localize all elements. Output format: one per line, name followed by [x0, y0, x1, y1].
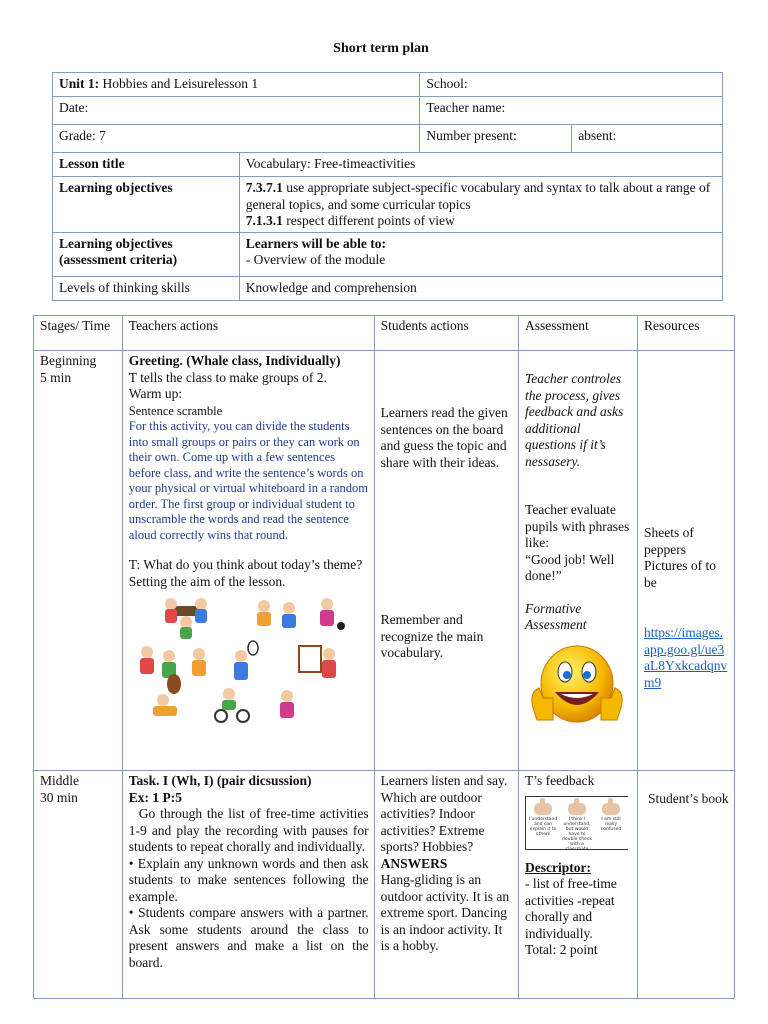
feedback-thumbs-side: I think I understand, but would have to double check with a classmate	[562, 803, 592, 852]
assessment-beginning	[519, 351, 638, 771]
assess-teacher-controls: Teacher controles the process, gives feedback and asks additional questions if it’s nessasery.	[525, 371, 624, 469]
thumbs-down-icon	[602, 803, 620, 815]
lesson-plan-table	[33, 315, 735, 999]
feedback-thumbs-up: I understand and can explain it to others	[528, 803, 558, 837]
criteria-value: Learners will be able to: - Overview of the module	[239, 232, 722, 276]
feedback-card	[525, 796, 628, 850]
lesson-title-value: Vocabulary: Free-timeactivities	[239, 153, 722, 177]
answers-text: Hang-gliding is an outdoor activity. It is an extreme sport. Dancing is an indoor activity. It is a hobby.	[380, 872, 510, 953]
header-assessment: Assessment	[519, 316, 638, 351]
descriptor-text: - list of free-time activities -repeat chorally and individually.	[525, 876, 617, 941]
students-remember: Remember and recognize the main vocabulary.	[380, 612, 484, 660]
unit-cell: Unit 1: Hobbies and Leisurelesson 1	[53, 73, 420, 97]
header-students: Students actions	[374, 316, 518, 351]
grade-cell: Grade: 7	[53, 125, 420, 153]
feedback-thumbs-down: I am still really confused	[596, 803, 626, 832]
header-resources: Resources	[637, 316, 734, 351]
school-cell: School:	[420, 73, 723, 97]
assess-phrase: “Good job! Well done!”	[525, 551, 615, 583]
greeting: Greeting. (Whale class, Individually)	[128, 353, 341, 368]
task-step-2: • Explain any unknown words and then ask students to make sentences following the example.	[128, 855, 369, 904]
resources-beginning	[637, 351, 734, 771]
children-hobbies-icon	[129, 596, 355, 724]
date-cell: Date:	[53, 97, 420, 125]
students-listen: Learners listen and say. Which are outdoor activities? Indoor activities? Extreme sports? Hobbies?	[380, 773, 508, 854]
activity-description: For this activity, you can divide the students into small groups or pairs or they can work on their own. Come up with a few sentences before class, and write the sentence’s words on your physical or virtual whiteboard in a random order. The first group or individual student to unscramble the words and read the sentence aloud correctly wins that round.	[128, 419, 368, 542]
stage-middle: Middle 30 min	[34, 771, 123, 999]
number-present-cell: Number present:	[420, 125, 572, 153]
warm-up: Warm up:	[128, 386, 183, 401]
thinking-value: Knowledge and comprehension	[239, 276, 722, 300]
absent-cell: absent:	[572, 125, 723, 153]
thumbs-up-icon	[534, 803, 552, 815]
assess-evaluate: Teacher evaluate pupils with phrases like:	[525, 502, 630, 550]
header-teachers: Teachers actions	[122, 316, 374, 351]
assessment-middle	[519, 771, 638, 999]
resource-sheets: Sheets of peppers	[643, 525, 694, 557]
student-actions-middle	[374, 771, 518, 999]
task-step-3: • Students compare answers with a partner. Ask some students around the class to present answers and make a list on the board.	[128, 905, 369, 970]
total-points: Total: 2 point	[525, 942, 598, 957]
resource-students-book: Student’s book	[647, 791, 729, 806]
header-stages: Stages/ Time	[34, 316, 123, 351]
stage-beginning: Beginning 5 min	[34, 351, 123, 771]
descriptor-label: Descriptor:	[525, 859, 591, 875]
task-step-1: Go through the list of free-time activities 1-9 and play the recording with pauses for students to repeat chorally and individually.	[128, 806, 369, 854]
task-title: Task. I (Wh, I) (pair dicsussion)	[128, 773, 312, 788]
exercise-ref: Ex: 1 P:5	[128, 789, 183, 805]
aim: Setting the aim of the lesson.	[128, 573, 286, 589]
teacher-actions-middle	[122, 771, 374, 999]
t-tells: T tells the class to make groups of 2.	[128, 369, 327, 385]
question: T: What do you think about today’s theme?	[128, 557, 363, 572]
sentence-scramble: Sentence scramble	[128, 403, 223, 418]
thumbs-side-icon	[568, 803, 586, 815]
teacher-name-cell: Teacher name:	[420, 97, 723, 125]
answers-label: ANSWERS	[380, 855, 448, 871]
teacher-actions-beginning	[122, 351, 374, 771]
resource-pictures: Pictures of to be	[643, 558, 716, 590]
resources-middle	[637, 771, 734, 999]
thinking-label: Levels of thinking skills	[53, 276, 240, 300]
lesson-header-table	[52, 72, 723, 301]
student-actions-beginning	[374, 351, 518, 771]
students-read: Learners read the given sentences on the board and guess the topic and share with their ideas.	[380, 405, 508, 470]
lesson-title-label: Lesson title	[53, 153, 240, 177]
criteria-label: Learning objectives (assessment criteria)	[53, 232, 240, 276]
t-feedback: T’s feedback	[525, 773, 595, 788]
objectives-label: Learning objectives	[53, 177, 240, 233]
resource-link[interactable]: https://images.app.goo.gl/ue3aL8Yxkcadqnvm9	[643, 625, 728, 690]
assess-formative: Formative Assessment	[525, 600, 587, 632]
smiley-thumbs-up-icon	[525, 638, 629, 734]
hobbies-illustration	[129, 596, 355, 724]
page-title: Short term plan	[333, 41, 429, 56]
objectives-value: 7.3.7.1 use appropriate subject-specific vocabulary and syntax to talk about a range of general topics, and some curricular topics 7.1.3.1 respect different points of view	[239, 177, 722, 233]
